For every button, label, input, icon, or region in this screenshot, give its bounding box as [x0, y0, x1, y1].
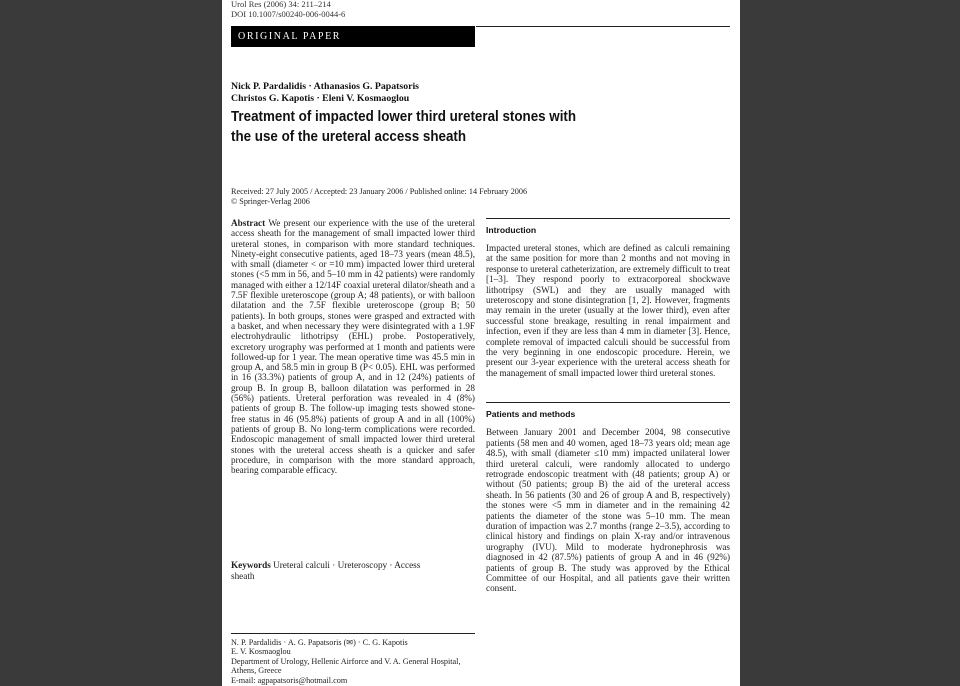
affiliation-authors-cont: E. V. Kosmaoglou	[231, 647, 291, 657]
methods-text: Between January 2001 and December 2004, 98 consecutive patients (58 men and 40 women, aged 18–73 years old; mean age 48.5), with small (diameter ≤10 mm) impacted unilateral lower third ureteral calculi, were randomly allocated to undergo retrograde endoscopic treatment with (48 patients; group A) or without (50 patients; group B) the aid of the ureteral access sheath. In 56 patients (30 and 26 of group A and B, respectively) the stones were <5 mm in diameter and in the remaining 42 patients the diameter of the stone was 5–10 mm. The mean duration of impaction was 2.7 months (range 2–3.5), according to clinical history and findings on plain X-ray and/or intravenous urography (IVU). Mild to moderate hydronephrosis was diagnosed in 42 (87.5%) patients of group A and in 46 (92%) patients of group B. The study was approved by the Ethical Committee of our Hospital, and all patients gave their written consent.	[486, 427, 730, 594]
copyright-line: © Springer-Verlag 2006	[231, 197, 310, 206]
article-type-banner: ORIGINAL PAPER	[231, 26, 475, 47]
journal-doi: DOI 10.1007/s00240-006-0044-6	[231, 8, 346, 19]
author-list	[231, 81, 419, 105]
header-rule	[476, 26, 730, 27]
authors-line-1: Nick P. Pardalidis · Athanasios G. Papatsoris	[231, 81, 419, 92]
affiliation-authors: N. P. Pardalidis · A. G. Papatsoris (✉) · C. G. Kapotis	[231, 638, 408, 647]
dates-line: Received: 27 July 2005 / Accepted: 23 January 2006 / Published online: 14 February 2006	[231, 187, 528, 196]
journal-volume: Urol Res (2006) 34: 211–214	[231, 0, 331, 9]
affiliation-email: E-mail: agpapatsoris@hotmail.com	[231, 675, 348, 685]
methods-heading: Patients and methods	[486, 409, 576, 420]
author-affiliation	[231, 638, 475, 685]
publication-dates	[231, 187, 527, 207]
abstract-text: We present our experience with the use of the ureteral access sheath for the management of small impacted lower third ureteral stones, in comparison with more standard techniques. Ninety-eight consecutive patients, aged 18–73 years (mean 48.5), with small (diameter < or =10 mm) impacted lower third ureteral stones (<5 mm in 56, and 5–10 mm in 42 patients) were randomly managed with either a 12/14F coaxial ureteral dilator/sheath and a 7.5F flexible ureteroscope (group A; 48 patients), or with balloon dilatation and the 7.5F flexible ureteroscope (group B; 50 patients). In both groups, stones were grasped and extracted with a basket, and when necessary they were disintegrated with a 1.9F electrohydraulic lithotripsy (EHL) probe. Postoperatively, excretory urography was performed at 1 month and patients were followed-up for 1 year. The mean operative time was 45.5 min in group A, and 58.5 min in group B (P< 0.05). EHL was performed in 16 (33.3%) patients of group A, and in 12 (24%) patients of group B. In group B, balloon dilatation was performed in 28 (56%) patients. Ureteral perforation was revealed in 4 (8%) patients of group B. The follow-up imaging tests showed stone-free status in 46 (95.8%) patients of group A and in all (100%) patients of group B. No long-term complications were recorded. Endoscopic management of small impacted lower third ureteral stones with the ureteral access sheath is a quicker and safer procedure, in comparison with the more standard approach, bearing comparable efficacy.	[231, 218, 475, 476]
introduction-heading: Introduction	[486, 225, 537, 235]
keywords	[231, 560, 431, 582]
keywords-text: Ureteral calculi · Ureteroscopy · Access sheath	[231, 560, 421, 581]
journal-citation	[231, 0, 345, 19]
footnote-rule	[231, 633, 475, 634]
affiliation-department: Department of Urology, Hellenic Airforce and V. A. General Hospital, Athens, Greece	[231, 656, 461, 676]
right-column	[486, 218, 730, 594]
introduction-text: Impacted ureteral stones, which are defined as calculi remaining at the same position for more than 2 months and not moving in response to ureteral catheterization, are extremely difficult to treat [1–3]. They respond poorly to extracorporeal shockwave lithotripsy (SWL) and they are usually managed with ureteroscopy and stone disintegration [1, 2]. However, fragments may remain in the ureter (usually at the lower third), even after successful stone breakage, resulting in renal impairment and infection, even if they are less than 4 mm in diameter [3]. Hence, complete removal of impacted calculi should be successful from the very beginning in one endoscopic procedure. Herein, we present our 3-year experience with the ureteral access sheath for the management of small impacted lower third ureteral stones.	[486, 243, 730, 378]
abstract	[231, 218, 475, 475]
abstract-label: Abstract	[231, 218, 266, 228]
authors-line-2: Christos G. Kapotis · Eleni V. Kosmaoglou	[231, 93, 410, 104]
paper-title: Treatment of impacted lower third ureteral stones with the use of the ureteral access sheath	[231, 109, 577, 145]
keywords-label: Keywords	[231, 560, 271, 570]
